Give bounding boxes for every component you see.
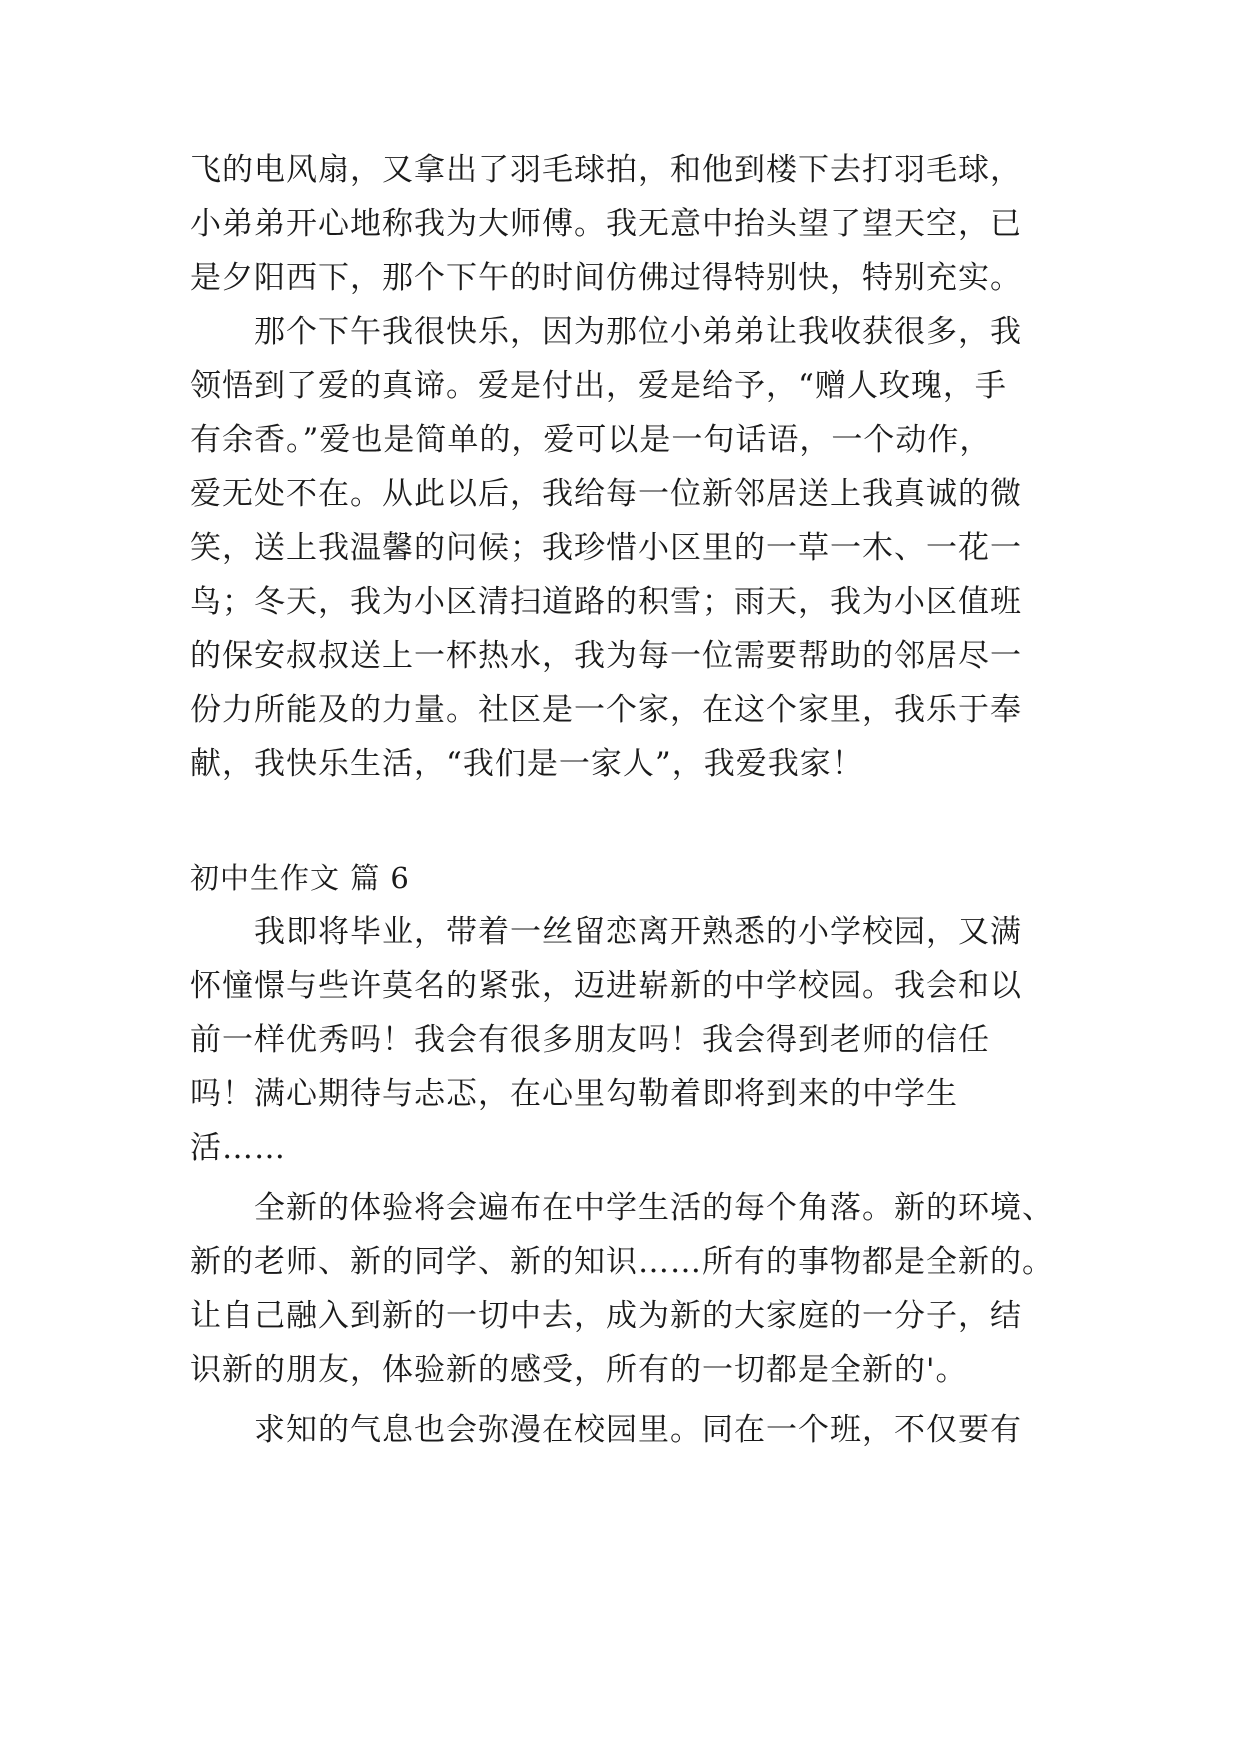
text-line: 份力所能及的力量。社区是一个家，在这个家里，我乐于奉 xyxy=(190,692,1022,728)
text-line: 是夕阳西下，那个下午的时间仿佛过得特别快，特别充实。 xyxy=(190,260,1022,296)
text-line: 新的老师、新的同学、新的知识……所有的事物都是全新的。 xyxy=(190,1244,1054,1280)
text-line: 献，我快乐生活，“我们是一家人”，我爱我家！ xyxy=(190,746,864,782)
text-line: 鸟；冬天，我为小区清扫道路的积雪；雨天，我为小区值班 xyxy=(190,584,1022,620)
text-line: 活…… xyxy=(190,1130,286,1166)
text-line: 求知的气息也会弥漫在校园里。同在一个班，不仅要有 xyxy=(254,1412,1022,1448)
text-line: 有余香。”爱也是简单的，爱可以是一句话语，一个动作， xyxy=(190,422,992,458)
text-line: 前一样优秀吗！我会有很多朋友吗！我会得到老师的信任 xyxy=(190,1022,990,1058)
text-line: 小弟弟开心地称我为大师傅。我无意中抬头望了望天空，已 xyxy=(190,206,1022,242)
text-line: 那个下午我很快乐，因为那位小弟弟让我收获很多，我 xyxy=(254,314,1022,350)
text-line: 吗！满心期待与忐忑，在心里勾勒着即将到来的中学生 xyxy=(190,1076,958,1112)
text-line: 领悟到了爱的真谛。爱是付出，爱是给予，“赠人玫瑰，手 xyxy=(190,368,1007,404)
text-line: 的保安叔叔送上一杯热水，我为每一位需要帮助的邻居尽一 xyxy=(190,638,1022,674)
text-line: 让自己融入到新的一切中去，成为新的大家庭的一分子，结 xyxy=(190,1298,1022,1334)
text-line: 爱无处不在。从此以后，我给每一位新邻居送上我真诚的微 xyxy=(190,476,1022,512)
text-line: 全新的体验将会遍布在中学生活的每个角落。新的环境、 xyxy=(254,1190,1054,1226)
section-heading: 初中生作文 篇 6 xyxy=(190,861,410,895)
text-line: 怀憧憬与些许莫名的紧张，迈进崭新的中学校园。我会和以 xyxy=(190,968,1022,1004)
text-line: 笑，送上我温馨的问候；我珍惜小区里的一草一木、一花一 xyxy=(190,530,1022,566)
text-line: 飞的电风扇，又拿出了羽毛球拍，和他到楼下去打羽毛球， xyxy=(190,152,1022,188)
text-line: 识新的朋友，体验新的感受，所有的一切都是全新的'。 xyxy=(190,1352,968,1388)
text-line: 我即将毕业，带着一丝留恋离开熟悉的小学校园，又满 xyxy=(254,914,1022,950)
